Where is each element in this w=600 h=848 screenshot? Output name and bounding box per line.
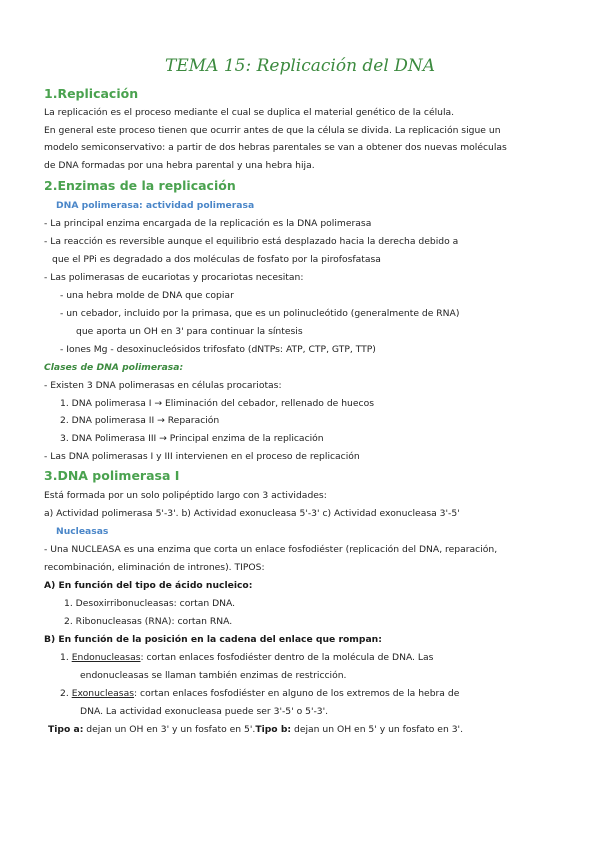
s2-class-item-1: 1. DNA polimerasa I → Eliminación del cebador, rellenado de huecos (60, 398, 374, 409)
s2-bullet-1: - La principal enzima encargada de la replicación es la DNA polimerasa (44, 218, 372, 229)
s3-tipo-a-label: Tipo a: (48, 724, 84, 735)
s3-type-b-item-1-number: 1. (60, 652, 72, 663)
s3-tipo-b-text: dejan un OH en 5' y un fosfato en 3'. (291, 724, 463, 735)
s3-type-a-item-1: 1. Desoxirribonucleasas: cortan DNA. (64, 598, 236, 609)
s2-classes-intro: - Existen 3 DNA polimerasas en células procariotas: (44, 380, 282, 391)
s3-type-b-item-2-cont: DNA. La actividad exonucleasa puede ser 3'-5' o 5'-3'. (80, 706, 329, 717)
s1-paragraph-1: La replicación es el proceso mediante el cual se duplica el material genético de la célula. (44, 107, 455, 118)
s3-type-b-item-2-number: 2. (60, 688, 72, 699)
s2-bullet-3-item-1: - una hebra molde de DNA que copiar (60, 290, 234, 301)
s3-type-b-item-2-text: : cortan enlaces fosfodiéster en alguno de los extremos de la hebra de (134, 688, 460, 699)
section-1-heading: 1.Replicación (44, 86, 139, 101)
s2-subheading-dna-polimerasa: DNA polimerasa: actividad polimerasa (56, 200, 255, 211)
s3-tipos-line (48, 724, 463, 736)
s3-subheading-nucleasas: Nucleasas (56, 526, 109, 537)
s2-bullet-3-item-3: - Iones Mg - desoxinucleósidos trifosfato (dNTPs: ATP, CTP, GTP, TTP) (60, 344, 376, 355)
s3-nucleasa-def-line-2: recombinación, eliminación de intrones). TIPOS: (44, 562, 265, 573)
s3-type-b-item-1 (60, 652, 433, 664)
section-2-heading: 2.Enzimas de la replicación (44, 178, 236, 193)
s3-exonucleasas-term: Exonucleasas (71, 688, 135, 699)
s3-activities: a) Actividad polimerasa 5'-3'. b) Actividad exonucleasa 5'-3' c) Actividad exonucleasa 3'-5' (44, 508, 460, 519)
page-title: TEMA 15: Replicación del DNA (165, 56, 435, 76)
s3-endonucleasas-term: Endonucleasas (71, 652, 141, 663)
s2-bullet-3-item-2-line-1: - un cebador, incluido por la primasa, que es un polinucleótido (generalmente de RNA) (60, 308, 460, 319)
s2-classes-heading: Clases de DNA polimerasa: (44, 362, 184, 373)
s3-tipo-b-label: Tipo b: (255, 724, 292, 735)
section-3-heading: 3.DNA polimerasa I (44, 468, 180, 483)
s2-bullet-2-line-1: - La reacción es reversible aunque el equilibrio está desplazado hacia la derecha debido a (44, 236, 459, 247)
s3-nucleasa-def-line-1: - Una NUCLEASA es una enzima que corta un enlace fosfodiéster (replicación del DNA, reparación, (44, 544, 498, 555)
s1-paragraph-2-line-1: En general este proceso tienen que ocurrir antes de que la célula se divida. La replicación sigue un (44, 125, 501, 136)
s2-class-item-3: 3. DNA Polimerasa III → Principal enzima de la replicación (60, 433, 324, 444)
s3-type-b-item-1-text: : cortan enlaces fosfodiéster dentro de la molécula de DNA. Las (140, 652, 434, 663)
s3-type-b-heading: B) En función de la posición en la cadena del enlace que rompan: (44, 634, 382, 645)
s2-bullet-3: - Las polimerasas de eucariotas y procariotas necesitan: (44, 272, 304, 283)
s3-paragraph-1: Está formada por un solo polipéptido largo con 3 actividades: (44, 490, 327, 501)
s3-tipo-a-text: dejan un OH en 3' y un fosfato en 5'. (83, 724, 256, 735)
s1-paragraph-2-line-2: modelo semiconservativo: a partir de dos hebras parentales se van a obtener dos nuevas moléculas (44, 142, 507, 153)
s3-type-b-item-2 (60, 688, 459, 700)
s2-bullet-3-item-2-line-2: que aporta un OH en 3' para continuar la síntesis (76, 326, 303, 337)
s1-paragraph-2-line-3: de DNA formadas por una hebra parental y una hebra hija. (44, 160, 315, 171)
s2-bullet-2-line-2: que el PPi es degradado a dos moléculas de fosfato por la pirofosfatasa (52, 254, 381, 265)
s3-type-a-heading: A) En función del tipo de ácido nucleico: (44, 580, 253, 591)
s2-classes-end: - Las DNA polimerasas I y III intervienen en el proceso de replicación (44, 451, 360, 462)
s3-type-a-item-2: 2. Ribonucleasas (RNA): cortan RNA. (64, 616, 233, 627)
s3-type-b-item-1-cont: endonucleasas se llaman también enzimas de restricción. (80, 670, 347, 681)
s2-class-item-2: 2. DNA polimerasa II → Reparación (60, 415, 220, 426)
